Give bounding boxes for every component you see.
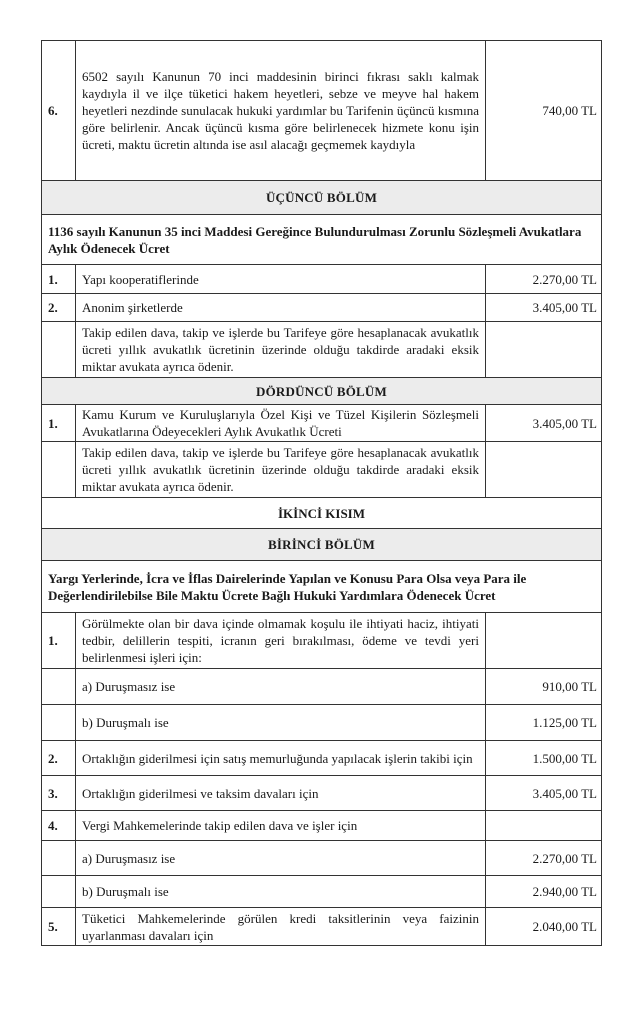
empty-cell [42, 876, 76, 908]
table-row [42, 613, 602, 669]
table-row [42, 405, 602, 442]
tariff-document [41, 40, 601, 946]
section-heading-row [42, 378, 602, 405]
item-number: 2. [42, 294, 76, 322]
item-number: 1. [42, 613, 76, 669]
item-number: 6. [42, 41, 76, 181]
table-row [42, 741, 602, 776]
section-title: 1136 sayılı Kanunun 35 inci Maddesi Gereğince Bulundurulması Zorunlu Sözleşmeli Avukatlara Aylık Ödenecek Ücret [42, 215, 602, 265]
item-amount: 910,00 TL [486, 669, 602, 705]
tariff-table [41, 40, 602, 946]
table-row [42, 669, 602, 705]
section-title-row [42, 561, 602, 613]
item-text: Tüketici Mahkemelerinde görülen kredi taksitlerinin veya faizinin uyarlanması davaları için [76, 908, 486, 946]
item-amount: 2.940,00 TL [486, 876, 602, 908]
table-row [42, 841, 602, 876]
item-text: Görülmekte olan bir dava içinde olmamak koşulu ile ihtiyati haciz, ihtiyati tedbir, delillerin tespiti, icranın geri bırakılması, ödeme ve tevdi yeri belirlenmesi işleri için: [76, 613, 486, 669]
item-amount: 1.125,00 TL [486, 705, 602, 741]
table-row [42, 442, 602, 498]
subitem-text: a) Duruşmasız ise [76, 841, 486, 876]
empty-cell [486, 442, 602, 498]
empty-cell [42, 669, 76, 705]
item-text: 6502 sayılı Kanunun 70 inci maddesinin birinci fıkrası saklı kalmak kaydıyla il ve ilçe tüketici hakem heyetleri, sebze ve meyve hal hakem heyetleri nezdinde sunulacak hukuki yardımlar bu Tarifenin üçüncü kısmına göre belirlenir. Ancak üçüncü kısma göre belirlenecek hizmete konu işin ücreti, maktu ücretin altında ise asıl alacağı geçmemek kaydıyla [76, 41, 486, 181]
item-amount: 3.405,00 TL [486, 405, 602, 442]
table-row [42, 876, 602, 908]
section-heading-row [42, 529, 602, 561]
item-number: 4. [42, 811, 76, 841]
section-heading: DÖRDÜNCÜ BÖLÜM [42, 378, 602, 405]
item-amount: 2.270,00 TL [486, 265, 602, 294]
subitem-text: b) Duruşmalı ise [76, 705, 486, 741]
item-number: 1. [42, 405, 76, 442]
table-row [42, 41, 602, 181]
item-number: 2. [42, 741, 76, 776]
section-note: Takip edilen dava, takip ve işlerde bu Tarifeye göre hesaplanacak avukatlık ücreti yıllık avukatlık ücretinin üzerinde olduğu takdirde aradaki eksik miktar avukata ayrıca ödenir. [76, 322, 486, 378]
empty-cell [42, 442, 76, 498]
item-amount: 1.500,00 TL [486, 741, 602, 776]
item-text: Vergi Mahkemelerinde takip edilen dava ve işler için [76, 811, 486, 841]
section-heading: ÜÇÜNCÜ BÖLÜM [42, 181, 602, 215]
empty-cell [486, 811, 602, 841]
subitem-text: b) Duruşmalı ise [76, 876, 486, 908]
item-number: 5. [42, 908, 76, 946]
section-heading-row [42, 181, 602, 215]
table-row [42, 705, 602, 741]
subitem-text: a) Duruşmasız ise [76, 669, 486, 705]
empty-cell [486, 322, 602, 378]
item-text: Yapı kooperatiflerinde [76, 265, 486, 294]
table-row [42, 908, 602, 946]
part-heading-row [42, 498, 602, 529]
item-amount: 2.040,00 TL [486, 908, 602, 946]
table-row [42, 322, 602, 378]
item-text: Kamu Kurum ve Kuruluşlarıyla Özel Kişi ve Tüzel Kişilerin Sözleşmeli Avukatlarına Ödeyecekleri Aylık Avukatlık Ücreti [76, 405, 486, 442]
empty-cell [42, 322, 76, 378]
item-number: 1. [42, 265, 76, 294]
table-row [42, 265, 602, 294]
item-amount: 2.270,00 TL [486, 841, 602, 876]
empty-cell [486, 613, 602, 669]
item-text: Ortaklığın giderilmesi için satış memurluğunda yapılacak işlerin takibi için [76, 741, 486, 776]
table-row [42, 294, 602, 322]
item-number: 3. [42, 776, 76, 811]
item-text: Anonim şirketlerde [76, 294, 486, 322]
item-amount: 740,00 TL [486, 41, 602, 181]
section-title-row [42, 215, 602, 265]
section-heading: BİRİNCİ BÖLÜM [42, 529, 602, 561]
empty-cell [42, 841, 76, 876]
item-amount: 3.405,00 TL [486, 294, 602, 322]
table-row [42, 811, 602, 841]
part-heading: İKİNCİ KISIM [42, 498, 602, 529]
item-amount: 3.405,00 TL [486, 776, 602, 811]
section-note: Takip edilen dava, takip ve işlerde bu Tarifeye göre hesaplanacak avukatlık ücreti yıllık avukatlık ücretinin üzerinde olduğu takdirde aradaki eksik miktar avukata ayrıca ödenir. [76, 442, 486, 498]
section-title: Yargı Yerlerinde, İcra ve İflas Dairelerinde Yapılan ve Konusu Para Olsa veya Para ile Değerlendirilebilse Bile Maktu Ücrete Bağlı Hukuki Yardımlara Ödenecek Ücret [42, 561, 602, 613]
table-row [42, 776, 602, 811]
item-text: Ortaklığın giderilmesi ve taksim davaları için [76, 776, 486, 811]
empty-cell [42, 705, 76, 741]
